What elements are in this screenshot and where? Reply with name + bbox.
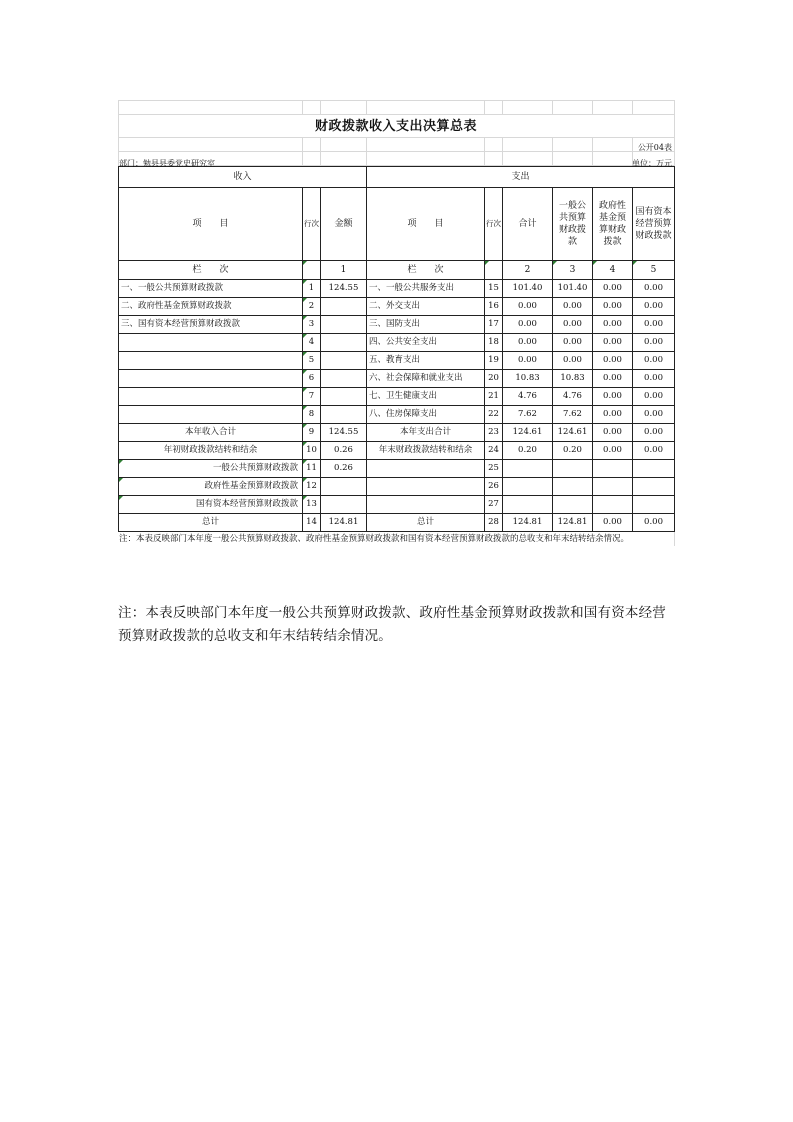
expense-row-no: 20 (485, 370, 503, 388)
gov-fund-amount (593, 478, 633, 496)
income-item: 一般公共预算财政拨款 (119, 460, 303, 478)
table-row (119, 352, 675, 370)
col-no-4: 4 (593, 261, 633, 280)
general-budget-amount: 124.61 (553, 424, 593, 442)
income-amount (321, 298, 367, 316)
income-amount (321, 370, 367, 388)
state-capital-amount: 0.00 (633, 370, 675, 388)
expense-item (367, 460, 485, 478)
income-amount (321, 406, 367, 424)
expense-total: 0.20 (503, 442, 553, 460)
general-budget-amount (553, 496, 593, 514)
state-capital-amount: 0.00 (633, 424, 675, 442)
income-item: 政府性基金预算财政拨款 (119, 478, 303, 496)
expense-row-no: 25 (485, 460, 503, 478)
income-row-no: 1 (303, 280, 321, 298)
state-capital-amount: 0.00 (633, 298, 675, 316)
general-budget-amount: 101.40 (553, 280, 593, 298)
table-row (119, 388, 675, 406)
income-column-label: 栏 次 (119, 261, 303, 280)
income-item (119, 352, 303, 370)
expense-total: 0.00 (503, 334, 553, 352)
income-amount (321, 478, 367, 496)
table-row (119, 370, 675, 388)
state-capital-amount: 0.00 (633, 280, 675, 298)
expense-total (503, 460, 553, 478)
state-capital-amount: 0.00 (633, 406, 675, 424)
expense-row-no: 15 (485, 280, 503, 298)
general-budget-amount (553, 478, 593, 496)
col-no-5: 5 (633, 261, 675, 280)
expense-total (503, 496, 553, 514)
state-capital-amount: 0.00 (633, 352, 675, 370)
income-row-no: 14 (303, 514, 321, 532)
state-capital-amount (633, 460, 675, 478)
expense-total (503, 478, 553, 496)
page-note: 注：本表反映部门本年度一般公共预算财政拨款、政府性基金预算财政拨款和国有资本经营预算财政拨款的总收支和年末结转结余情况。 (118, 605, 666, 644)
gov-fund-header: 政府性基金预算财政拨款 (593, 188, 633, 261)
gov-fund-amount: 0.00 (593, 334, 633, 352)
income-item-header: 项 目 (119, 188, 303, 261)
income-amount: 0.26 (321, 460, 367, 478)
expense-total: 0.00 (503, 298, 553, 316)
state-capital-header: 国有资本经营预算财政拨款 (633, 188, 675, 261)
blank-cell (485, 261, 503, 280)
income-row-no: 13 (303, 496, 321, 514)
table-body (119, 280, 675, 532)
expense-row-no: 16 (485, 298, 503, 316)
general-budget-amount: 0.00 (553, 352, 593, 370)
income-row-no: 10 (303, 442, 321, 460)
income-row-no: 5 (303, 352, 321, 370)
expense-total: 0.00 (503, 352, 553, 370)
col-no-1: 1 (321, 261, 367, 280)
expense-item: 五、教育支出 (367, 352, 485, 370)
table-row (119, 280, 675, 298)
table-row (119, 442, 675, 460)
general-budget-amount: 7.62 (553, 406, 593, 424)
expense-item: 六、社会保障和就业支出 (367, 370, 485, 388)
report-sheet (118, 100, 674, 546)
expense-item: 四、公共安全支出 (367, 334, 485, 352)
income-header: 收入 (119, 167, 367, 188)
state-capital-amount: 0.00 (633, 442, 675, 460)
expense-item: 总计 (367, 514, 485, 532)
general-budget-amount: 0.00 (553, 298, 593, 316)
income-amount (321, 496, 367, 514)
col-no-2: 2 (503, 261, 553, 280)
general-budget-amount: 0.00 (553, 316, 593, 334)
general-budget-header: 一般公共预算财政拨款 (553, 188, 593, 261)
gov-fund-amount: 0.00 (593, 298, 633, 316)
income-amount (321, 316, 367, 334)
gov-fund-amount: 0.00 (593, 352, 633, 370)
department-label: 部门：勉县县委党史研究室 (119, 159, 215, 168)
expense-item: 二、外交支出 (367, 298, 485, 316)
income-item: 一、一般公共预算财政拨款 (119, 280, 303, 298)
income-row-no: 2 (303, 298, 321, 316)
table-row (119, 406, 675, 424)
expense-column-label: 栏 次 (367, 261, 485, 280)
expense-total: 4.76 (503, 388, 553, 406)
gov-fund-amount: 0.00 (593, 388, 633, 406)
page-title: 财政拨款收入支出决算总表 (314, 119, 477, 134)
income-row-no: 8 (303, 406, 321, 424)
income-row-no: 6 (303, 370, 321, 388)
income-amount (321, 334, 367, 352)
income-row-no: 12 (303, 478, 321, 496)
expense-item: 本年支出合计 (367, 424, 485, 442)
gov-fund-amount: 0.00 (593, 370, 633, 388)
state-capital-amount: 0.00 (633, 514, 675, 532)
gov-fund-amount (593, 496, 633, 514)
table-row (119, 496, 675, 514)
income-amount (321, 352, 367, 370)
gov-fund-amount: 0.00 (593, 316, 633, 334)
income-row-no: 4 (303, 334, 321, 352)
income-item (119, 334, 303, 352)
col-no-3: 3 (553, 261, 593, 280)
expense-row-no: 28 (485, 514, 503, 532)
expense-total: 7.62 (503, 406, 553, 424)
blank-cell (303, 261, 321, 280)
amount-header: 金额 (321, 188, 367, 261)
expense-row-no: 22 (485, 406, 503, 424)
table-row (119, 334, 675, 352)
income-rowno-header: 行次 (303, 188, 321, 261)
expense-total: 124.61 (503, 424, 553, 442)
state-capital-amount: 0.00 (633, 334, 675, 352)
expense-item: 一、一般公共服务支出 (367, 280, 485, 298)
expense-row-no: 17 (485, 316, 503, 334)
expense-row-no: 26 (485, 478, 503, 496)
expense-item (367, 478, 485, 496)
expense-item: 七、卫生健康支出 (367, 388, 485, 406)
income-item: 总计 (119, 514, 303, 532)
general-budget-amount: 10.83 (553, 370, 593, 388)
income-item: 本年收入合计 (119, 424, 303, 442)
income-item: 三、国有资本经营预算财政拨款 (119, 316, 303, 334)
income-amount: 124.55 (321, 424, 367, 442)
table-row (119, 478, 675, 496)
income-item (119, 388, 303, 406)
expense-total: 0.00 (503, 316, 553, 334)
income-item: 国有资本经营预算财政拨款 (119, 496, 303, 514)
table-row (119, 298, 675, 316)
general-budget-amount: 4.76 (553, 388, 593, 406)
gov-fund-amount: 0.00 (593, 442, 633, 460)
income-item (119, 406, 303, 424)
expense-total: 10.83 (503, 370, 553, 388)
expense-item (367, 496, 485, 514)
expense-item: 年末财政拨款结转和结余 (367, 442, 485, 460)
income-item (119, 370, 303, 388)
expense-total: 101.40 (503, 280, 553, 298)
general-budget-amount (553, 460, 593, 478)
table-row (119, 514, 675, 532)
expense-item: 三、国防支出 (367, 316, 485, 334)
income-row-no: 9 (303, 424, 321, 442)
total-header: 合计 (503, 188, 553, 261)
state-capital-amount: 0.00 (633, 316, 675, 334)
expense-total: 124.81 (503, 514, 553, 532)
expense-row-no: 18 (485, 334, 503, 352)
table-row (119, 424, 675, 442)
gov-fund-amount: 0.00 (593, 424, 633, 442)
income-amount: 124.81 (321, 514, 367, 532)
income-item: 二、政府性基金预算财政拨款 (119, 298, 303, 316)
finance-table (118, 166, 675, 532)
income-item: 年初财政拨款结转和结余 (119, 442, 303, 460)
unit-label: 单位：万元 (632, 159, 672, 168)
state-capital-amount (633, 496, 675, 514)
state-capital-amount (633, 478, 675, 496)
income-row-no: 7 (303, 388, 321, 406)
gov-fund-amount: 0.00 (593, 514, 633, 532)
gov-fund-amount (593, 460, 633, 478)
gov-fund-amount: 0.00 (593, 280, 633, 298)
table-note: 注：本表反映部门本年度一般公共预算财政拨款、政府性基金预算财政拨款和国有资本经营预算财政拨款的总收支和年末结转结余情况。 (118, 532, 675, 546)
state-capital-amount: 0.00 (633, 388, 675, 406)
gov-fund-amount: 0.00 (593, 406, 633, 424)
income-row-no: 3 (303, 316, 321, 334)
general-budget-amount: 0.00 (553, 334, 593, 352)
income-amount (321, 388, 367, 406)
expense-header: 支出 (367, 167, 675, 188)
general-budget-amount: 124.81 (553, 514, 593, 532)
income-amount: 0.26 (321, 442, 367, 460)
income-row-no: 11 (303, 460, 321, 478)
expense-row-no: 24 (485, 442, 503, 460)
expense-row-no: 19 (485, 352, 503, 370)
form-number: 公开04表 (637, 143, 672, 152)
table-row (119, 460, 675, 478)
table-row (119, 316, 675, 334)
expense-item-header: 项 目 (367, 188, 485, 261)
expense-row-no: 21 (485, 388, 503, 406)
expense-row-no: 23 (485, 424, 503, 442)
expense-rowno-header: 行次 (485, 188, 503, 261)
income-amount: 124.55 (321, 280, 367, 298)
expense-item: 八、住房保障支出 (367, 406, 485, 424)
expense-row-no: 27 (485, 496, 503, 514)
general-budget-amount: 0.20 (553, 442, 593, 460)
